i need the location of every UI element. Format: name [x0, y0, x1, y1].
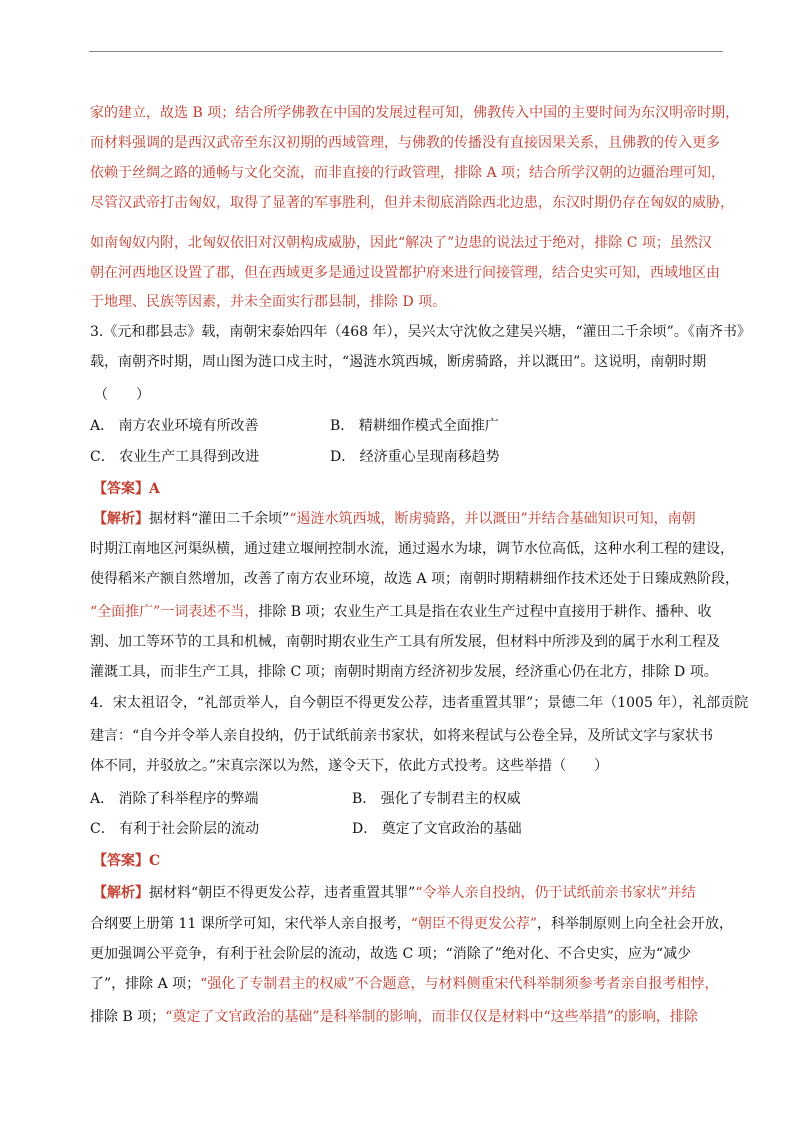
q3-explanation-line-5: 割、加工等环节的工具和机械，南朝时期农业生产工具有所发展，但材料中所涉及到的属于水利工程及 [90, 634, 720, 650]
q3-explanation-line-6: 灌溉工具，而非生产工具，排除 C 项；南朝时期南方经济初步发展，经济重心仍在北方，排除 D 项。 [90, 664, 718, 680]
q4-stem-line-1: 4．宋太祖诏令，“礼部贡举人，自今朝臣不得更发公荐，违者重置其罪”；景德二年（1005 年），礼部贡院 [90, 695, 749, 711]
q3-stem-line-1: 3.《元和郡县志》载，南朝宋泰始四年（468 年），吴兴太守沈攸之建吴兴塘，“灌田二千余顷”。《南齐书》 [90, 324, 751, 340]
header-rule [89, 51, 723, 52]
q2-explanation-line-1: 家的建立，故选 B 项；结合所学佛教在中国的发展过程可知，佛教传入中国的主要时间为东汉明帝时期， [90, 105, 740, 121]
q4-exp-quote-3: “朝臣不得更发公荐” [410, 916, 538, 932]
q4-explanation-line-2 [90, 914, 733, 934]
q4-explanation-line-5 [90, 1007, 698, 1027]
q4-exp-quote-5: “奠定了文官政治的基础”是科举制的影响，而非仅仅是材料中“这些举措”的影响，排除 [165, 1009, 698, 1025]
q3-option-c: C． 农业生产工具得到改进 [90, 449, 260, 465]
q3-exp-quote-2: “遏涟水筑西城，断虏骑路，并以溉田”并结合基础知识可知，南朝 [289, 511, 696, 527]
q4-answer: 【答案】C [93, 853, 161, 869]
q4-exp-text-2c: ，科举制原则上向全社会开放， [537, 916, 734, 932]
q3-explanation-line-2: 时期江南地区河渠纵横，通过建立堰闸控制水流，通过遏水为埭，调节水位高低，这种水利工程的建设， [90, 541, 734, 557]
q4-explanation-line-4 [90, 974, 718, 994]
q3-exp-text-4: 排除 B 项；农业生产工具是指在农业生产过程中直接用于耕作、播种、收 [258, 604, 712, 620]
q2-explanation-line-7: 于地理、民族等因素，并未全面实行郡县制，排除 D 项。 [90, 294, 447, 310]
q2-explanation-line-3: 依赖于丝绸之路的通畅与文化交流，而非直接的行政管理，排除 A 项；结合所学汉朝的边疆治理可知， [90, 165, 726, 181]
q3-stem-line-2: 载，南朝齐时期，周山图为涟口戍主时，“遏涟水筑西城，断虏骑路，并以溉田”。这说明，南朝时期 [90, 354, 707, 370]
q2-explanation-line-6: 朝在河西地区设置了郡，但在西域更多是通过设置都护府来进行间接管理，结合史实可知，西域地区由 [90, 265, 720, 281]
q4-explanation-line-1 [93, 883, 696, 903]
q3-explanation-line-1 [93, 509, 696, 529]
q4-option-c: C． 有利于社会阶层的流动 [90, 821, 260, 837]
q3-exp-quote-3: “全面推广”一词表述不当， [90, 604, 259, 620]
q4-explanation-line-3: 更加强调公平竞争，有利于社会阶层的流动，故选 C 项；“消除了”绝对化、不合史实，应为“减少 [90, 946, 692, 962]
q4-stem-line-2: 建言：“自今并令举人亲自投纳，仍于试纸前亲书家状，如将来程试与公卷全异，及所试文字与家状书 [90, 728, 714, 744]
q3-explanation-label: 【解析】 [93, 511, 149, 527]
q3-answer-paren: （ ） [94, 387, 150, 403]
q4-exp-text-2a: 合纲要上册第 11 课所学可知，宋代举人亲自报考， [90, 916, 411, 932]
q3-explanation-line-4 [90, 602, 712, 622]
q3-answer: 【答案】A [93, 481, 160, 497]
q4-exp-text-5a: 排除 B 项； [90, 1009, 166, 1025]
q3-option-d: D． 经济重心呈现南移趋势 [330, 449, 500, 465]
q3-exp-quote-1: 据材料“灌田二千余顷” [149, 511, 290, 527]
q4-exp-quote-2: “令举人亲自投纳，仍于试纸前亲书家状”并结 [415, 885, 696, 901]
q2-explanation-line-5: 如南匈奴内附，北匈奴依旧对汉朝构成威胁，因此“解决了”边患的说法过于绝对，排除 C 项；虽然汉 [90, 235, 712, 251]
q4-exp-quote-4: “强化了专制君主的权威”不合题意，与材料侧重宋代科举制须参考者亲自报考相悖， [200, 976, 719, 992]
q4-exp-quote-1: 据材料“朝臣不得更发公荐，违者重置其罪” [149, 885, 416, 901]
q4-option-d: D． 奠定了文官政治的基础 [352, 821, 522, 837]
q2-explanation-line-4: 尽管汉武帝打击匈奴，取得了显著的军事胜利，但并未彻底消除西北边患，东汉时期仍存在匈奴的威胁， [90, 195, 734, 211]
q3-option-a: A． 南方农业环境有所改善 [90, 418, 259, 434]
q2-explanation-line-2: 而材料强调的是西汉武帝至东汉初期的西域管理，与佛教的传播没有直接因果关系，且佛教的传入更多 [90, 135, 720, 151]
q3-explanation-line-3: 使得稻米产额自然增加，改善了南方农业环境，故选 A 项；南朝时期精耕细作技术还处于日臻成熟阶段， [90, 571, 740, 587]
q4-stem-line-3: 体不同，并驳放之。”宋真宗深以为然，遂令天下，依此方式投考。这些举措（ ） [90, 758, 609, 774]
q4-option-b: B． 强化了专制君主的权威 [352, 791, 521, 807]
q4-explanation-label: 【解析】 [93, 885, 149, 901]
q4-option-a: A． 消除了科举程序的弊端 [90, 791, 259, 807]
q4-exp-text-4a: 了”，排除 A 项； [90, 976, 201, 992]
q3-option-b: B． 精耕细作模式全面推广 [330, 418, 499, 434]
